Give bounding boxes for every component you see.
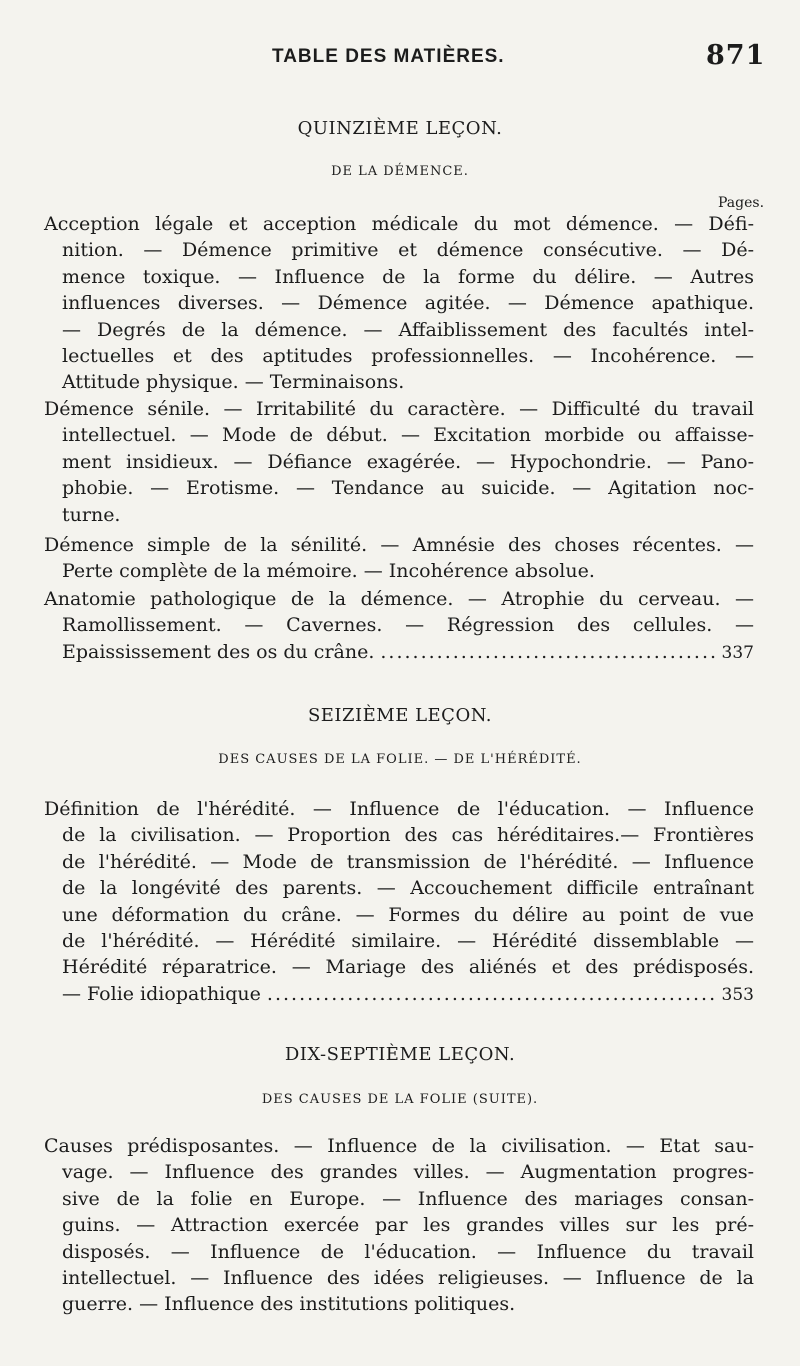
lesson-subtitle: DE LA DÉMENCE. [331, 164, 469, 179]
entry-line: Perte complète de la mémoire. — Incohérence absolue. [62, 560, 595, 583]
lesson-title: DIX-SEPTIÈME LEÇON. [284, 1044, 516, 1065]
entry-line: Acception légale et acception médicale du mot démence. — Défi- [44, 213, 754, 235]
entry-line: phobie. — Erotisme. — Tendance au suicide. — Agitation noc- [62, 477, 754, 500]
entry-line-with-page [44, 981, 754, 1007]
entry-line: de l'hérédité. — Hérédité similaire. — Hérédité dissemblable — [62, 929, 754, 952]
entry-line: une déformation du crâne. — Formes du délire au point de vue [62, 903, 754, 926]
entry-line-with-page [44, 639, 754, 665]
entry-line: guins. — Attraction exercée par les grandes villes sur les pré- [62, 1214, 754, 1237]
entry-line: Anatomie pathologique de la démence. — Atrophie du cerveau. — [44, 588, 754, 610]
running-title: TABLE DES MATIÈRES. [272, 46, 505, 67]
entry-line: sive de la folie en Europe. — Influence des mariages consan- [62, 1187, 754, 1210]
page-number: 871 [706, 40, 766, 71]
toc-entry [44, 211, 754, 396]
pages-column-label: Pages. [718, 195, 765, 211]
toc-entry [44, 1133, 754, 1318]
entry-line: nition. — Démence primitive et démence consécutive. — Dé- [62, 239, 754, 262]
entry-line-text: Epaississement des os du crâne. [62, 640, 375, 663]
entry-line: — Degrés de la démence. — Affaiblissement des facultés intel- [62, 318, 754, 341]
dot-leader [267, 981, 716, 1007]
toc-entry [44, 796, 754, 1007]
lesson-title: QUINZIÈME LEÇON. [297, 118, 503, 139]
entry-line: intellectuel. — Influence des idées religieuses. — Influence de la [62, 1266, 754, 1289]
toc-entry [44, 532, 754, 585]
toc-entry [44, 396, 754, 528]
entry-line: Attitude physique. — Terminaisons. [62, 371, 405, 394]
entry-line: influences diverses. — Démence agitée. — Démence apathique. [62, 292, 754, 315]
entry-line: de la civilisation. — Proportion des cas héréditaires.— Frontières [62, 824, 754, 847]
page-reference: 337 [721, 642, 754, 663]
dot-leader [380, 639, 715, 665]
lesson-subtitle: DES CAUSES DE LA FOLIE (SUITE). [261, 1092, 539, 1107]
entry-line: Démence sénile. — Irritabilité du caractère. — Difficulté du travail [44, 398, 754, 420]
entry-line: turne. [62, 503, 121, 526]
entry-line: Causes prédisposantes. — Influence de la civilisation. — Etat sau- [44, 1135, 754, 1157]
lesson-subtitle: DES CAUSES DE LA FOLIE. — DE L'HÉRÉDITÉ. [218, 752, 582, 767]
toc-entry [44, 586, 754, 665]
entry-line: Démence simple de la sénilité. — Amnésie des choses récentes. — [44, 534, 754, 556]
entry-line: ment insidieux. — Défiance exagérée. — Hypochondrie. — Pano- [62, 450, 754, 473]
entry-line-text: — Folie idiopathique [62, 982, 261, 1005]
entry-line: lectuelles et des aptitudes professionnelles. — Incohérence. — [62, 344, 754, 367]
page-reference: 353 [721, 984, 754, 1005]
entry-line: Ramollissement. — Cavernes. — Régression des cellules. — [62, 614, 754, 637]
running-head [0, 40, 800, 80]
entry-line: Définition de l'hérédité. — Influence de l'éducation. — Influence [44, 798, 754, 820]
lesson-title: SEIZIÈME LEÇON. [307, 705, 493, 726]
entry-line: guerre. — Influence des institutions politiques. [62, 1293, 516, 1316]
entry-line: vage. — Influence des grandes villes. — Augmentation progres- [62, 1161, 754, 1184]
entry-line: de l'hérédité. — Mode de transmission de l'hérédité. — Influence [62, 850, 754, 873]
entry-line: Hérédité réparatrice. — Mariage des aliénés et des prédisposés. [62, 956, 754, 979]
entry-line: mence toxique. — Influence de la forme du délire. — Autres [62, 265, 754, 288]
entry-line: intellectuel. — Mode de début. — Excitation morbide ou affaisse- [62, 424, 754, 447]
entry-line: disposés. — Influence de l'éducation. — Influence du travail [62, 1240, 754, 1263]
entry-line: de la longévité des parents. — Accouchement difficile entraînant [62, 877, 754, 900]
